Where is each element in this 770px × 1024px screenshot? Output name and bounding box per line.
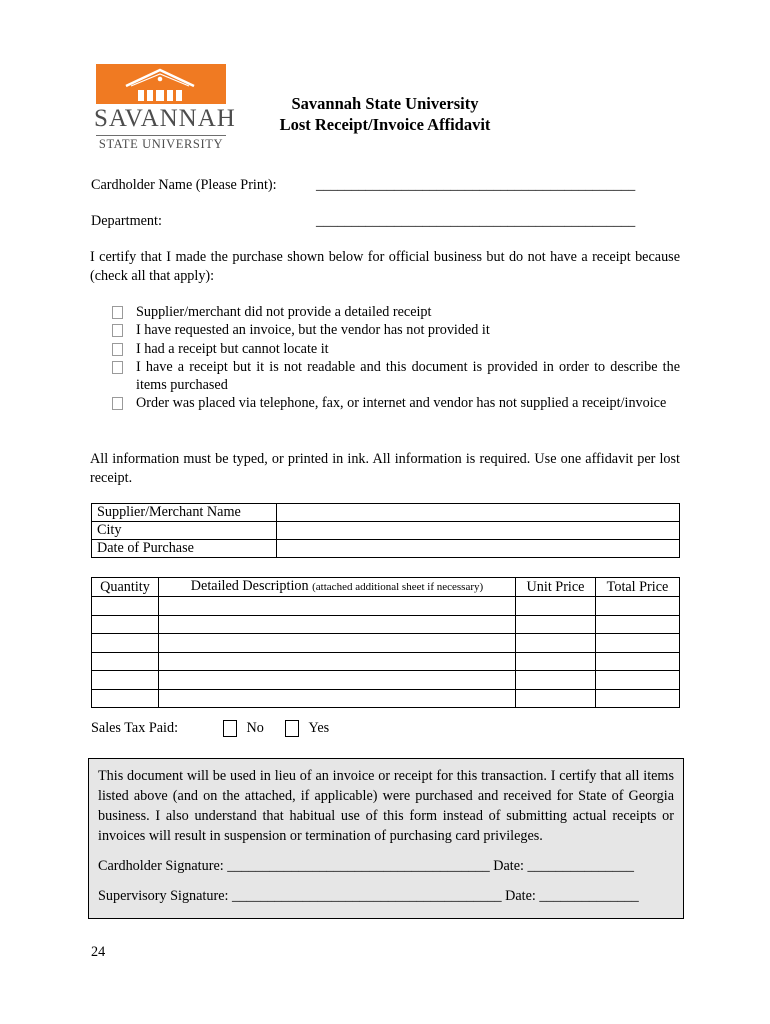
sales-tax-no-checkbox[interactable] bbox=[223, 720, 237, 737]
cardholder-signature-row bbox=[98, 856, 674, 876]
cardholder-name-label: Cardholder Name (Please Print): bbox=[91, 177, 277, 193]
reason-label: I had a receipt but cannot locate it bbox=[136, 340, 329, 357]
city-label: City bbox=[92, 522, 277, 540]
supplier-name-cell[interactable] bbox=[277, 504, 680, 522]
building-icon bbox=[96, 64, 226, 104]
checkbox[interactable] bbox=[112, 324, 123, 337]
quantity-cell[interactable] bbox=[92, 597, 159, 616]
description-cell[interactable] bbox=[159, 689, 516, 708]
cardholder-signature-field[interactable]: _____________________________________ bbox=[227, 858, 490, 874]
sales-tax-label: Sales Tax Paid: bbox=[91, 720, 179, 736]
sales-tax-no-label: No bbox=[246, 720, 264, 736]
logo-subline: STATE UNIVERSITY bbox=[98, 137, 224, 151]
unit-price-cell[interactable] bbox=[516, 597, 596, 616]
reason-checklist bbox=[112, 303, 680, 413]
reason-option[interactable] bbox=[112, 394, 680, 412]
unit-price-cell[interactable] bbox=[516, 671, 596, 690]
checkbox[interactable] bbox=[112, 306, 123, 319]
reason-option[interactable] bbox=[112, 358, 680, 395]
reason-label: Supplier/merchant did not provide a detailed receipt bbox=[136, 304, 432, 320]
instructions-text: All information must be typed, or printed in ink. All information is required. Use one affidavit per lost receipt. bbox=[90, 451, 680, 486]
reason-label: Order was placed via telephone, fax, or internet and vendor has not supplied a receipt/invoice bbox=[136, 395, 667, 412]
sales-tax-yes-option[interactable] bbox=[285, 720, 329, 737]
checkbox[interactable] bbox=[112, 361, 123, 374]
checkbox[interactable] bbox=[112, 397, 123, 410]
reason-option[interactable] bbox=[112, 321, 680, 339]
cardholder-date-field[interactable]: _______________ bbox=[527, 858, 634, 874]
logo-wordmark: SAVANNAH bbox=[94, 105, 236, 132]
title-line-1: Savannah State University bbox=[291, 94, 479, 113]
supplier-table bbox=[91, 503, 680, 558]
description-cell[interactable] bbox=[159, 671, 516, 690]
certification-box bbox=[88, 758, 684, 919]
quantity-cell[interactable] bbox=[92, 634, 159, 653]
unit-price-cell[interactable] bbox=[516, 652, 596, 671]
description-header-note: (attached additional sheet if necessary) bbox=[312, 581, 484, 593]
sales-tax-no-option[interactable] bbox=[223, 720, 264, 737]
table-row bbox=[92, 540, 680, 558]
city-cell[interactable] bbox=[277, 522, 680, 540]
description-header-label: Detailed Description bbox=[190, 578, 309, 594]
supplier-name-label: Supplier/Merchant Name bbox=[92, 504, 277, 522]
supervisory-signature-field[interactable]: ______________________________________ bbox=[231, 888, 502, 904]
quantity-cell[interactable] bbox=[92, 689, 159, 708]
quantity-cell[interactable] bbox=[92, 671, 159, 690]
supervisory-signature-label: Supervisory Signature: bbox=[98, 888, 232, 904]
checkbox[interactable] bbox=[112, 343, 123, 356]
sales-tax-yes-checkbox[interactable] bbox=[285, 720, 299, 737]
table-row bbox=[92, 652, 680, 671]
title-line-2: Lost Receipt/Invoice Affidavit bbox=[279, 115, 491, 134]
date-of-purchase-cell[interactable] bbox=[277, 540, 680, 558]
university-logo bbox=[94, 64, 236, 152]
table-row bbox=[92, 597, 680, 616]
supervisory-date-field[interactable]: ______________ bbox=[539, 888, 639, 904]
reason-label: I have requested an invoice, but the vendor has not provided it bbox=[136, 322, 490, 339]
total-price-cell[interactable] bbox=[596, 671, 680, 690]
page-number: 24 bbox=[91, 944, 106, 960]
cardholder-date-label: Date: bbox=[489, 858, 528, 874]
table-row bbox=[92, 522, 680, 540]
unit-price-header: Unit Price bbox=[516, 578, 596, 597]
reason-label: I have a receipt but it is not readable and this document is provided in order to describe the items purchased bbox=[136, 358, 680, 394]
total-price-cell[interactable] bbox=[596, 634, 680, 653]
cardholder-signature-label: Cardholder Signature: bbox=[98, 858, 228, 874]
total-price-cell[interactable] bbox=[596, 597, 680, 616]
certify-statement: I certify that I made the purchase shown below for official business but do not have a receipt because (check all that apply): bbox=[90, 249, 680, 284]
description-cell[interactable] bbox=[159, 615, 516, 634]
quantity-header: Quantity bbox=[92, 578, 159, 597]
items-table bbox=[91, 577, 680, 708]
table-row bbox=[92, 615, 680, 634]
logo-emblem bbox=[96, 64, 226, 104]
cardholder-name-field[interactable]: _____________________________________________ bbox=[316, 177, 636, 193]
table-row bbox=[92, 671, 680, 690]
certification-text: This document will be used in lieu of an invoice or receipt for this transaction. I certify that all items listed above (and on the attached, if applicable) were purchased and received for State of Georgia business. I also understand that habitual use of this form instead of submitting actual receipts or invoices will result in suspension or termination of purchasing card privileges. bbox=[98, 768, 674, 844]
table-row bbox=[92, 689, 680, 708]
reason-option[interactable] bbox=[112, 303, 680, 321]
description-header bbox=[159, 578, 516, 597]
table-header-row bbox=[92, 578, 680, 597]
supervisory-date-label: Date: bbox=[501, 888, 540, 904]
table-row bbox=[92, 634, 680, 653]
unit-price-cell[interactable] bbox=[516, 615, 596, 634]
page-title bbox=[250, 93, 520, 135]
supervisory-signature-row bbox=[98, 886, 674, 906]
table-row bbox=[92, 504, 680, 522]
description-cell[interactable] bbox=[159, 652, 516, 671]
total-price-header: Total Price bbox=[596, 578, 680, 597]
reason-option[interactable] bbox=[112, 340, 680, 358]
total-price-cell[interactable] bbox=[596, 652, 680, 671]
description-cell[interactable] bbox=[159, 634, 516, 653]
quantity-cell[interactable] bbox=[92, 652, 159, 671]
total-price-cell[interactable] bbox=[596, 689, 680, 708]
date-of-purchase-label: Date of Purchase bbox=[92, 540, 277, 558]
description-cell[interactable] bbox=[159, 597, 516, 616]
department-label: Department: bbox=[91, 213, 162, 229]
total-price-cell[interactable] bbox=[596, 615, 680, 634]
unit-price-cell[interactable] bbox=[516, 634, 596, 653]
unit-price-cell[interactable] bbox=[516, 689, 596, 708]
quantity-cell[interactable] bbox=[92, 615, 159, 634]
sales-tax-yes-label: Yes bbox=[308, 720, 330, 736]
department-field[interactable]: _____________________________________________ bbox=[316, 213, 636, 229]
